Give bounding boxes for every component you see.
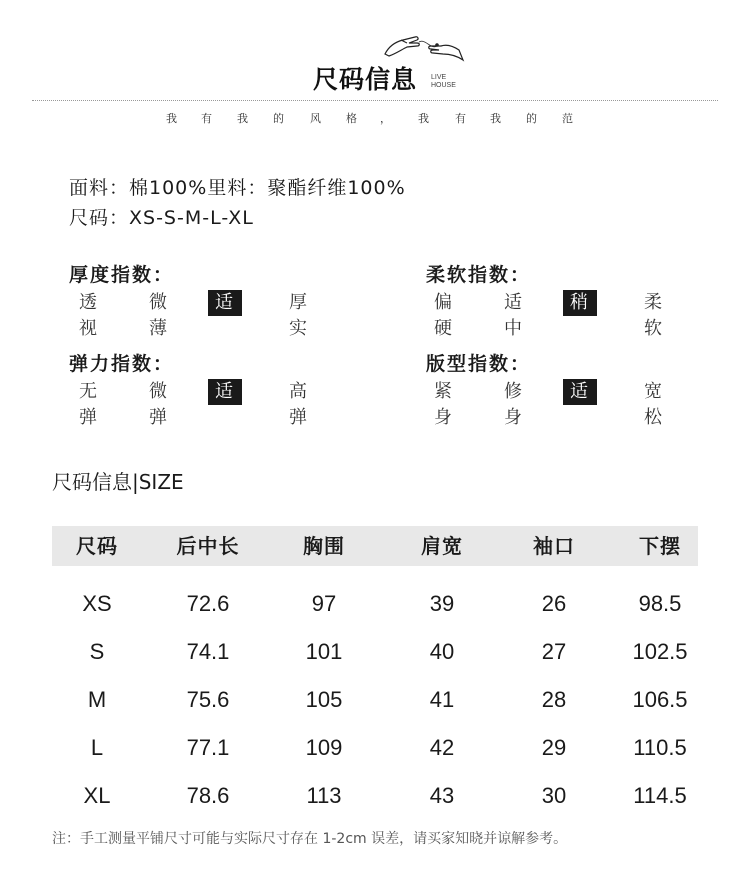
column-header: 后中长 — [176, 534, 240, 558]
column-header: 肩宽 — [421, 534, 463, 558]
slogan-char: 的 — [273, 112, 284, 125]
column-header: 下摆 — [639, 534, 681, 558]
size-section-title: 尺码信息|SIZE — [52, 470, 184, 494]
table-cell: 101 — [305, 639, 343, 664]
table-cell: 28 — [541, 687, 567, 712]
table-row — [0, 580, 750, 628]
table-row — [0, 628, 750, 676]
selected-option: 稍软 — [563, 290, 597, 316]
column-header: 尺码 — [76, 534, 118, 558]
option: 宽松 — [644, 381, 664, 428]
table-cell: 74.1 — [186, 639, 230, 664]
slogan-char: ， — [380, 112, 391, 125]
slogan-char: 有 — [201, 112, 212, 125]
table-cell: 77.1 — [186, 735, 230, 760]
column-header: 袖口 — [533, 534, 575, 558]
slogan-char: 格 — [346, 112, 357, 125]
table-cell: 29 — [541, 735, 567, 760]
table-row — [0, 724, 750, 772]
option: 高弹 — [289, 381, 309, 428]
selected-option: 适中 — [208, 379, 242, 405]
slogan-char: 我 — [418, 112, 429, 125]
slogan-char: 我 — [490, 112, 501, 125]
table-cell: 102.5 — [632, 639, 688, 664]
column-header: 胸围 — [303, 534, 345, 558]
option: 柔软 — [644, 292, 664, 339]
table-row — [0, 676, 750, 724]
page-title: 尺码信息 — [313, 65, 418, 94]
table-cell: 43 — [429, 783, 455, 808]
dotted-divider — [32, 100, 718, 101]
softness-index-title: 柔软指数： — [426, 264, 532, 286]
table-cell: 113 — [306, 783, 342, 808]
option: 偏硬 — [434, 292, 454, 339]
selected-option: 适中 — [208, 290, 242, 316]
table-cell: 42 — [429, 735, 455, 760]
table-cell: S — [89, 639, 105, 664]
table-cell: M — [87, 687, 107, 712]
option: 透视 — [79, 292, 99, 339]
option: 适中 — [504, 292, 524, 339]
slogan-char: 风 — [310, 112, 321, 125]
table-cell: L — [90, 735, 104, 760]
slogan-char: 我 — [166, 112, 177, 125]
brand-badge: LIVE HOUSE — [431, 74, 456, 89]
slogan-char: 我 — [237, 112, 248, 125]
table-cell: 110.5 — [633, 735, 687, 760]
table-row — [0, 772, 750, 820]
measurement-note: 注：手工测量平铺尺寸可能与实际尺寸存在 1-2cm 误差，请买家知晓并谅解参考。 — [52, 831, 568, 847]
selected-option: 适中 — [563, 379, 597, 405]
table-cell: 75.6 — [186, 687, 230, 712]
slogan-char: 有 — [455, 112, 466, 125]
size-table-header — [52, 526, 698, 566]
table-cell: 105 — [305, 687, 343, 712]
slogan-char: 的 — [526, 112, 537, 125]
table-cell: XL — [83, 783, 111, 808]
option: 微弹 — [149, 381, 169, 428]
table-cell: 114.5 — [633, 783, 687, 808]
table-cell: 72.6 — [186, 591, 230, 616]
option: 紧身 — [434, 381, 454, 428]
table-cell: 98.5 — [638, 591, 682, 616]
table-cell: 39 — [429, 591, 455, 616]
thickness-index-title: 厚度指数： — [69, 264, 175, 286]
option: 微薄 — [149, 292, 169, 339]
slogan-char: 范 — [562, 112, 573, 125]
table-cell: XS — [82, 591, 112, 616]
table-cell: 40 — [429, 639, 455, 664]
table-cell: 109 — [305, 735, 343, 760]
table-cell: 78.6 — [186, 783, 230, 808]
option: 无弹 — [79, 381, 99, 428]
option: 厚实 — [289, 292, 309, 339]
page-header — [0, 0, 750, 140]
table-cell: 27 — [541, 639, 567, 664]
size-list: 尺码：XS-S-M-L-XL — [69, 207, 254, 229]
option: 修身 — [504, 381, 524, 428]
elasticity-index-title: 弹力指数： — [69, 353, 175, 375]
table-cell: 106.5 — [632, 687, 688, 712]
table-cell: 30 — [541, 783, 567, 808]
table-cell: 26 — [541, 591, 567, 616]
table-cell: 41 — [429, 687, 455, 712]
table-cell: 97 — [311, 591, 337, 616]
fabric-info: 面料：棉100%里料：聚酯纤维100% — [69, 177, 406, 199]
fit-index-title: 版型指数： — [426, 353, 532, 375]
